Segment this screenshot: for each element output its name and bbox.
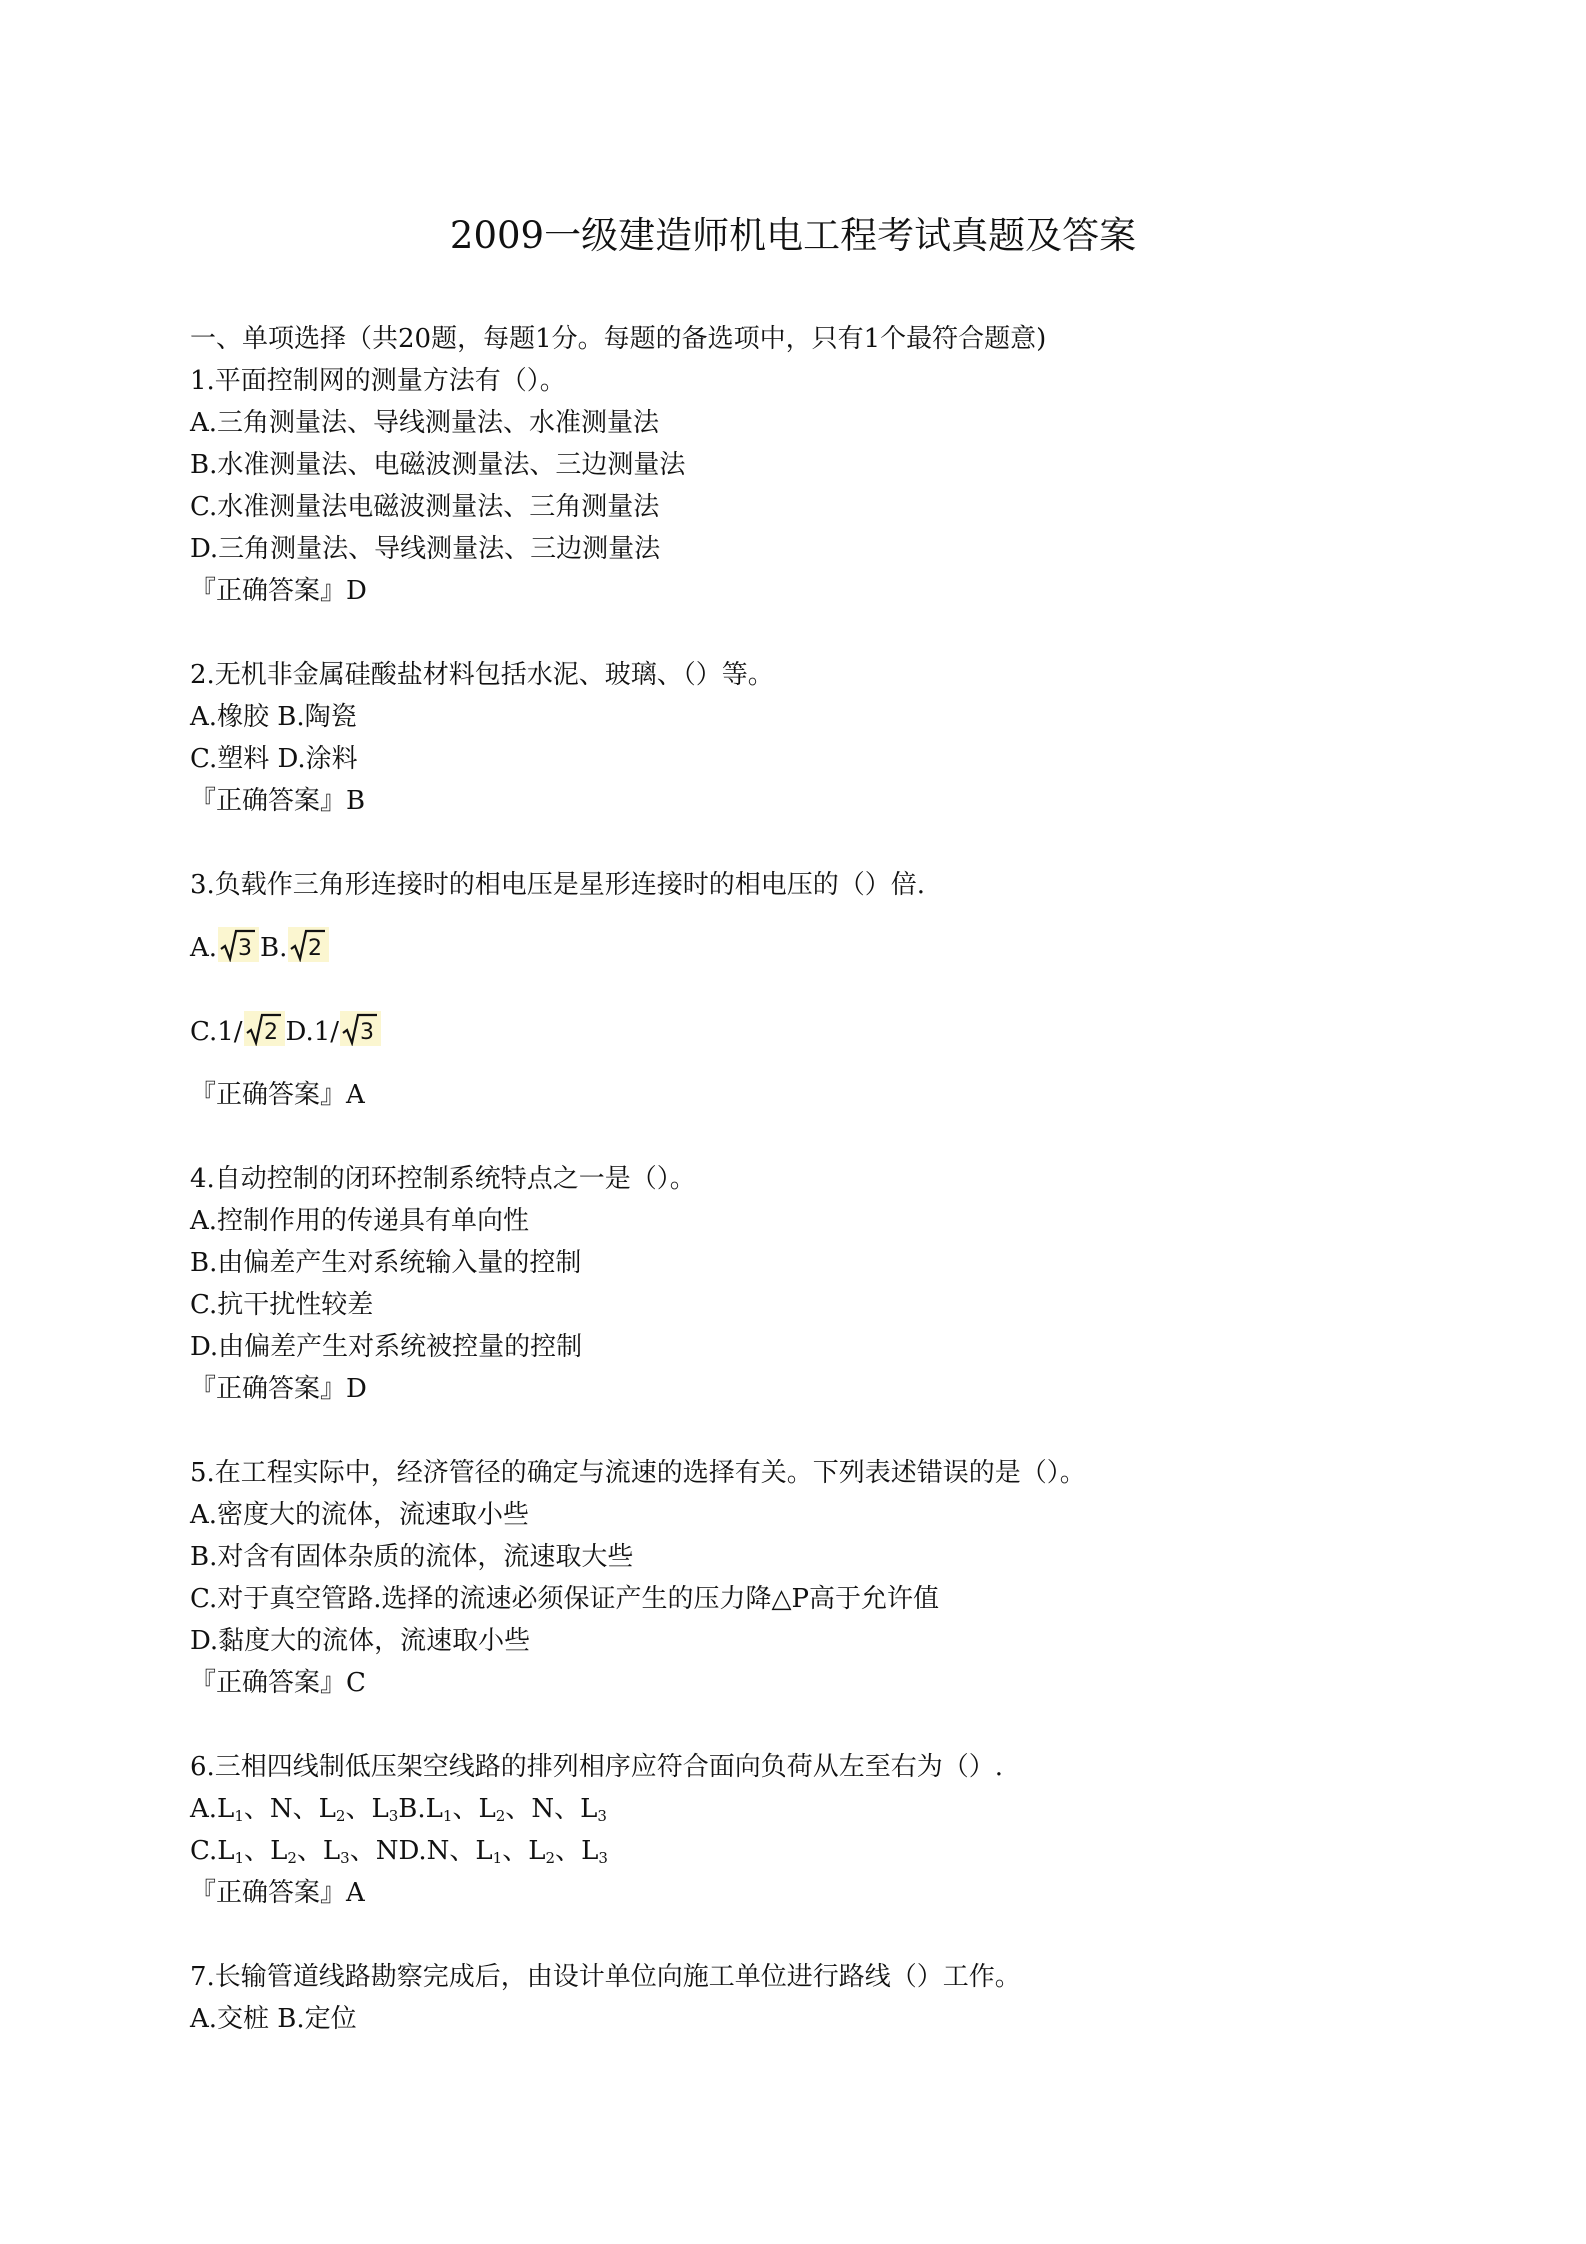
- question-4-option-b: B.由偏差产生对系统输入量的控制: [190, 1248, 582, 1278]
- question-4-option-a: A.控制作用的传递具有单向性: [190, 1206, 530, 1236]
- document-title: 2009一级建造师机电工程考试真题及答案: [449, 214, 1137, 257]
- question-2-options-ab: A.橡胶 B.陶瓷: [190, 702, 357, 732]
- question-1-stem: 1.平面控制网的测量方法有（）。: [190, 366, 566, 396]
- sqrt-3-formula-image: [340, 1011, 381, 1046]
- section-heading: 一、单项选择（共20题，每题1分。每题的备选项中，只有1个最符合题意): [190, 324, 1047, 354]
- svg-text:3: 3: [238, 936, 253, 961]
- question-3-answer: 『正确答案』A: [190, 1080, 365, 1110]
- spacer: [190, 1704, 1500, 1746]
- question-5-option-c: C.对于真空管路.选择的流速必须保证产生的压力降△P高于允许值: [190, 1584, 939, 1614]
- question-1-option-d: D.三角测量法、导线测量法、三边测量法: [190, 534, 661, 564]
- question-1-option-b: B.水准测量法、电磁波测量法、三边测量法: [190, 450, 686, 480]
- sqrt-2-formula-image: [244, 1011, 285, 1046]
- question-6-stem: 6.三相四线制低压架空线路的排列相序应符合面向负荷从左至右为（）.: [190, 1752, 1004, 1782]
- spacer: [190, 822, 1500, 864]
- question-4-option-c: C.抗干扰性较差: [190, 1290, 374, 1320]
- question-7-options-ab: A.交桩 B.定位: [190, 2004, 357, 2034]
- option-d-prefix: D.1/: [285, 1017, 340, 1047]
- question-1-option-c: C.水准测量法电磁波测量法、三角测量法: [190, 492, 660, 522]
- spacer: [190, 1914, 1500, 1956]
- question-4-stem: 4.自动控制的闭环控制系统特点之一是（）。: [190, 1164, 696, 1194]
- spacer: [190, 1116, 1500, 1158]
- question-7-stem: 7.长输管道线路勘察完成后，由设计单位向施工单位进行路线（）工作。: [190, 1962, 1021, 1992]
- option-c-prefix: C.1/: [190, 1017, 243, 1047]
- question-3-options-cd: [190, 990, 1500, 1074]
- question-1-option-a: A.三角测量法、导线测量法、水准测量法: [190, 408, 660, 438]
- document-body: [190, 318, 1500, 2040]
- question-4-answer: 『正确答案』D: [190, 1374, 367, 1404]
- question-5-option-d: D.黏度大的流体，流速取小些: [190, 1626, 531, 1656]
- question-3-options-ab: [190, 906, 1500, 990]
- question-5-option-a: A.密度大的流体，流速取小些: [190, 1500, 530, 1530]
- question-5-answer: 『正确答案』C: [190, 1668, 366, 1698]
- sqrt-3-formula-image: [218, 927, 259, 962]
- question-6-options-cd: $C.L_1$、$L_2$、$L_3$、ND.N、$L_1$、$L_2$、$L_3$: [190, 1836, 608, 1867]
- sqrt-2-formula-image: [288, 927, 329, 962]
- question-2-answer: 『正确答案』B: [190, 786, 366, 816]
- svg-text:3: 3: [360, 1020, 375, 1045]
- question-3-stem: 3.负载作三角形连接时的相电压是星形连接时的相电压的（）倍.: [190, 870, 926, 900]
- question-4-option-d: D.由偏差产生对系统被控量的控制: [190, 1332, 583, 1362]
- svg-text:2: 2: [263, 1020, 278, 1045]
- question-2-stem: 2.无机非金属硅酸盐材料包括水泥、玻璃、（）等。: [190, 660, 774, 690]
- spacer: [190, 612, 1500, 654]
- question-1-answer: 『正确答案』D: [190, 576, 367, 606]
- question-2-options-cd: C.塑料 D.涂料: [190, 744, 358, 774]
- question-5-option-b: B.对含有固体杂质的流体，流速取大些: [190, 1542, 634, 1572]
- question-6-options-ab: $A.L_1$、N、$L_2$、$L_3B.L_1$、$L_2$、N、$L_3$: [190, 1794, 607, 1825]
- svg-text:2: 2: [308, 936, 323, 961]
- question-5-stem: 5.在工程实际中，经济管径的确定与流速的选择有关。下列表述错误的是（）。: [190, 1458, 1086, 1488]
- option-a-prefix: A.: [190, 933, 218, 963]
- spacer: [190, 1410, 1500, 1452]
- question-6-answer: 『正确答案』A: [190, 1878, 365, 1908]
- option-b-prefix: B.: [260, 933, 288, 963]
